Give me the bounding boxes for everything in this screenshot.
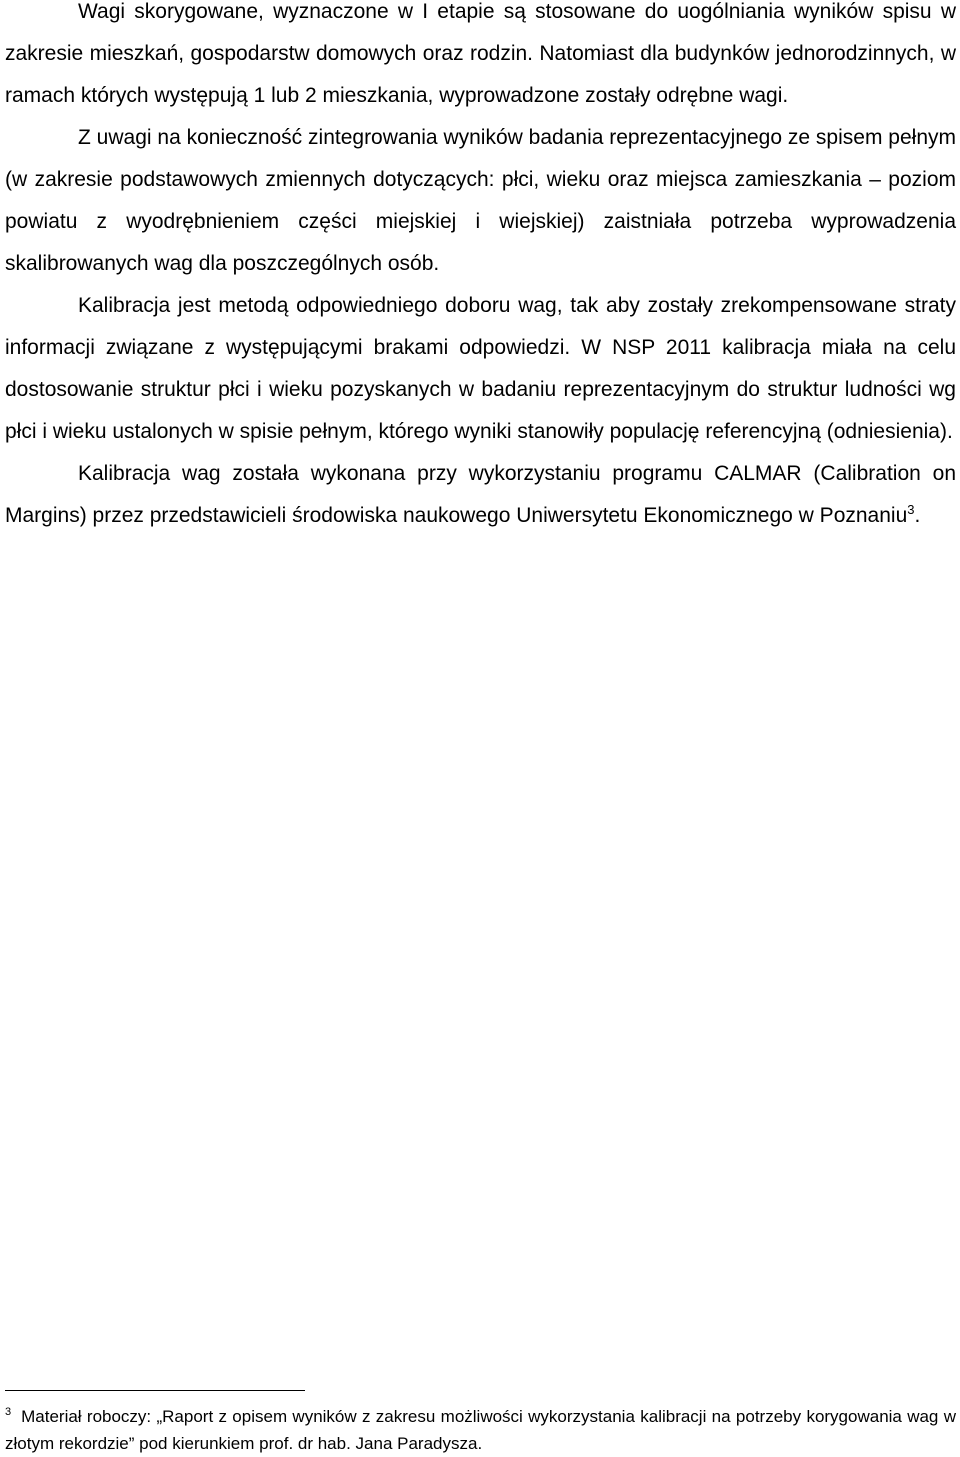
- paragraph-corrected-weights: Wagi skorygowane, wyznaczone w I etapie są stosowane do uogólniania wyników spisu w zakresie mieszkań, gospodarstw domowych oraz rodzin. Natomiast dla budynków jednorodzinnych, w ramach których występują 1 lub 2 mieszkania, wyprowadzone zostały odrębne wagi.: [5, 0, 956, 107]
- paragraph-calmar-end: .: [914, 504, 921, 527]
- document-page: [5, 0, 956, 537]
- paragraph-calibration: Kalibracja jest metodą odpowiedniego doboru wag, tak aby zostały zrekompensowane straty informacji związane z występującymi brakami odpowiedzi. W NSP 2011 kalibracja miała na celu dostosowanie struktur płci i wieku pozyskanych w badaniu reprezentacyjnym do struktur ludności wg płci i wieku ustalonych w spisie pełnym, którego wyniki stanowiły populację referencyjną (odniesienia).: [5, 294, 956, 443]
- footnote-reference: 3: [907, 502, 915, 517]
- paragraph-integration: Z uwagi na konieczność zintegrowania wyników badania reprezentacyjnego ze spisem pełnym (w zakresie podstawowych zmiennych dotyczących: płci, wieku oraz miejsca zamieszkania – poziom powiatu z wyodrębnieniem części miejskiej i wiejskiej) zaistniała potrzeba wyprowadzenia skalibrowanych wag dla poszczególnych osób.: [5, 126, 956, 275]
- footnote-separator: [5, 1390, 305, 1391]
- footnote-text: Materiał roboczy: „Raport z opisem wyników z zakresu możliwości wykorzystania kalibracji na potrzeby korygowania wag w złotym rekordzie” pod kierunkiem prof. dr hab. Jana Paradysza.: [5, 1407, 956, 1453]
- paragraph-calmar: [5, 453, 956, 537]
- paragraph-calmar-text: Kalibracja wag została wykonana przy wykorzystaniu programu CALMAR (Calibration on Margins) przez przedstawicieli środowiska naukowego Uniwersytetu Ekonomicznego w Poznaniu: [5, 462, 956, 527]
- footnote: [5, 1403, 956, 1457]
- footnote-marker: 3: [5, 1406, 12, 1418]
